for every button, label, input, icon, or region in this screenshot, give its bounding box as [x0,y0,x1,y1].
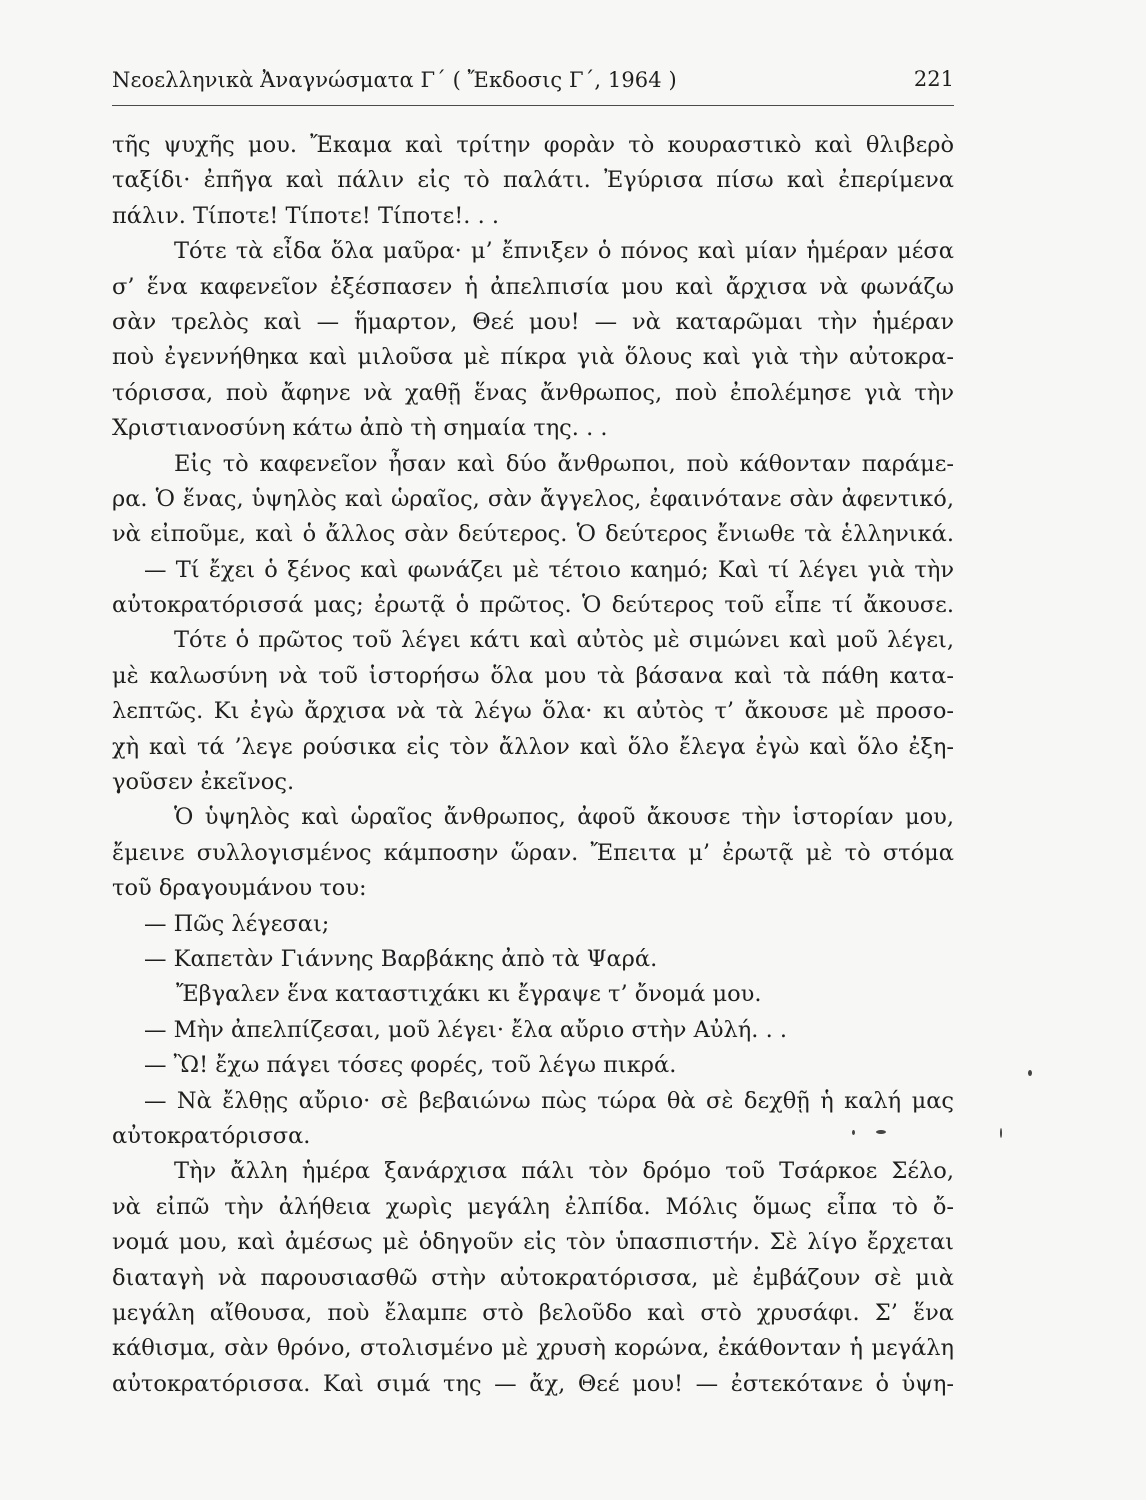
scan-speck [852,1130,855,1135]
text-line: αὐτοκρατόρισσα. [112,1122,311,1149]
page-number: 221 [913,67,954,91]
text-line: πάλιν. Τίποτε! Τίποτε! Τίποτε!. . . [112,202,500,229]
text-line: αὐτοκρατόρισσά μας; ἐρωτᾷ ὁ πρῶτος. Ὁ δεύτερος τοῦ εἶπε τί ἄκουσε. [112,592,954,619]
text-line: Ἔβγαλεν ἕνα καταστιχάκι κι ἔγραψε τ’ ὄνομά μου. [176,981,762,1008]
body-text [112,128,954,1402]
dialogue-line: — Νὰ ἔλθῃς αὔριο· σὲ βεβαιώνω πὼς τώρα θὰ σὲ δεχθῇ ἡ καλή μας [144,1087,954,1114]
text-line: κάθισμα, σὰν θρόνο, στολισμένο μὲ χρυσὴ κορώνα, ἐκάθονταν ἡ μεγάλη [112,1335,954,1362]
text-line: σ’ ἕνα καφενεῖον ἐξέσπασεν ἡ ἀπελπισία μου καὶ ἄρχισα νὰ φωνάζω [112,273,954,300]
scan-speck [1028,1070,1032,1076]
text-line: νὰ εἰπῶ τὴν ἀλήθεια χωρὶς μεγάλη ἐλπίδα. Μόλις ὅμως εἶπα τὸ ὄ- [112,1193,954,1220]
dialogue-line: — Ὢ! ἔχω πάγει τόσες φορές, τοῦ λέγω πικρά. [144,1052,677,1079]
text-line: Τότε ὁ πρῶτος τοῦ λέγει κάτι καὶ αὐτὸς μὲ σιμώνει καὶ μοῦ λέγει, [174,627,954,654]
text-line: ἔμεινε συλλογισμένος κάμποσην ὥραν. Ἔπειτα μ’ ἐρωτᾷ μὲ τὸ στόμα [112,839,954,866]
text-line: χὴ καὶ τά ’λεγε ρούσικα εἰς τὸν ἄλλον καὶ ὅλο ἔλεγα ἐγὼ καὶ ὅλο ἐξη- [112,733,954,760]
text-line: λεπτῶς. Κι ἐγὼ ἄρχισα νὰ τὰ λέγω ὅλα· κι αὐτὸς τ’ ἄκουσε μὲ προσο- [112,698,954,725]
text-line: σὰν τρελὸς καὶ — ἥμαρτον, Θεέ μου! — νὰ καταρῶμαι τὴν ἡμέραν [112,308,954,335]
text-line: ρα. Ὁ ἕνας, ὑψηλὸς καὶ ὡραῖος, σὰν ἄγγελος, ἐφαινότανε σὰν ἀφεντικό, [112,485,954,512]
header-rule [112,105,954,106]
text-line: μὲ καλωσύνη νὰ τοῦ ἱστορήσω ὅλα μου τὰ βάσανα καὶ τὰ πάθη κατα- [112,662,954,689]
text-line: διαταγὴ νὰ παρουσιασθῶ στὴν αὐτοκρατόρισσα, μὲ ἐμβάζουν σὲ μιὰ [112,1264,954,1291]
text-line: Εἰς τὸ καφενεῖον ἦσαν καὶ δύο ἄνθρωποι, ποὺ κάθονταν παράμε- [174,450,954,477]
text-line: — Τί ἔχει ὁ ξένος καὶ φωνάζει μὲ τέτοιο καημό; Καὶ τί λέγει γιὰ τὴν [144,556,954,583]
text-line: μεγάλη αἴθουσα, ποὺ ἔλαμπε στὸ βελοῦδο καὶ στὸ χρυσάφι. Σ’ ἕνα [112,1299,954,1326]
text-line: ταξίδι· ἐπῆγα καὶ πάλιν εἰς τὸ παλάτι. Ἐγύρισα πίσω καὶ ἐπερίμενα [112,167,954,194]
scan-speck [1000,1128,1002,1138]
text-line: ποὺ ἐγεννήθηκα καὶ μιλοῦσα μὲ πίκρα γιὰ ὅλους καὶ γιὰ τὴν αὐτοκρα- [112,344,954,371]
text-line: Τὴν ἄλλη ἡμέρα ξανάρχισα πάλι τὸν δρόμο τοῦ Τσάρκοε Σέλο, [174,1158,954,1185]
text-line: τῆς ψυχῆς μου. Ἔκαμα καὶ τρίτην φορὰν τὸ κουραστικὸ καὶ θλιβερὸ [112,132,954,158]
text-line: νομά μου, καὶ ἀμέσως μὲ ὁδηγοῦν εἰς τὸν ὑπασπιστήν. Σὲ λίγο ἔρχεται [112,1229,954,1256]
text-line: νὰ εἰποῦμε, καὶ ὁ ἄλλος σὰν δεύτερος. Ὁ δεύτερος ἔνιωθε τὰ ἑλληνικά. [112,521,954,548]
scan-speck [876,1130,886,1134]
text-line: γοῦσεν ἐκεῖνος. [112,769,295,796]
running-header [112,68,954,104]
dialogue-line: — Καπετὰν Γιάννης Βαρβάκης ἀπὸ τὰ Ψαρά. [144,945,658,972]
text-line: Χριστιανοσύνη κάτω ἀπὸ τὴ σημαία της. . . [112,415,608,442]
text-line: Τότε τὰ εἶδα ὅλα μαῦρα· μ’ ἔπνιξεν ὁ πόνος καὶ μίαν ἡμέραν μέσα [174,238,954,265]
text-line: αὐτοκρατόρισσα. Καὶ σιμά της — ἄχ, Θεέ μου! — ἐστεκότανε ὁ ὑψη- [112,1370,954,1397]
text-line: τοῦ δραγουμάνου του: [112,875,367,902]
text-line: τόρισσα, ποὺ ἄφηνε νὰ χαθῇ ἕνας ἄνθρωπος, ποὺ ἐπολέμησε γιὰ τὴν [112,379,954,406]
book-title: Νεοελληνικὰ Ἀναγνώσματα Γ΄ ( Ἔκδοσις Γ΄, 1964 ) [112,68,677,92]
dialogue-line: — Πῶς λέγεσαι; [144,910,330,937]
text-line: Ὁ ὑψηλὸς καὶ ὡραῖος ἄνθρωπος, ἀφοῦ ἄκουσε τὴν ἱστορίαν μου, [174,804,954,831]
dialogue-line: — Μὴν ἀπελπίζεσαι, μοῦ λέγει· ἔλα αὔριο στὴν Αὐλή. . . [144,1016,788,1043]
